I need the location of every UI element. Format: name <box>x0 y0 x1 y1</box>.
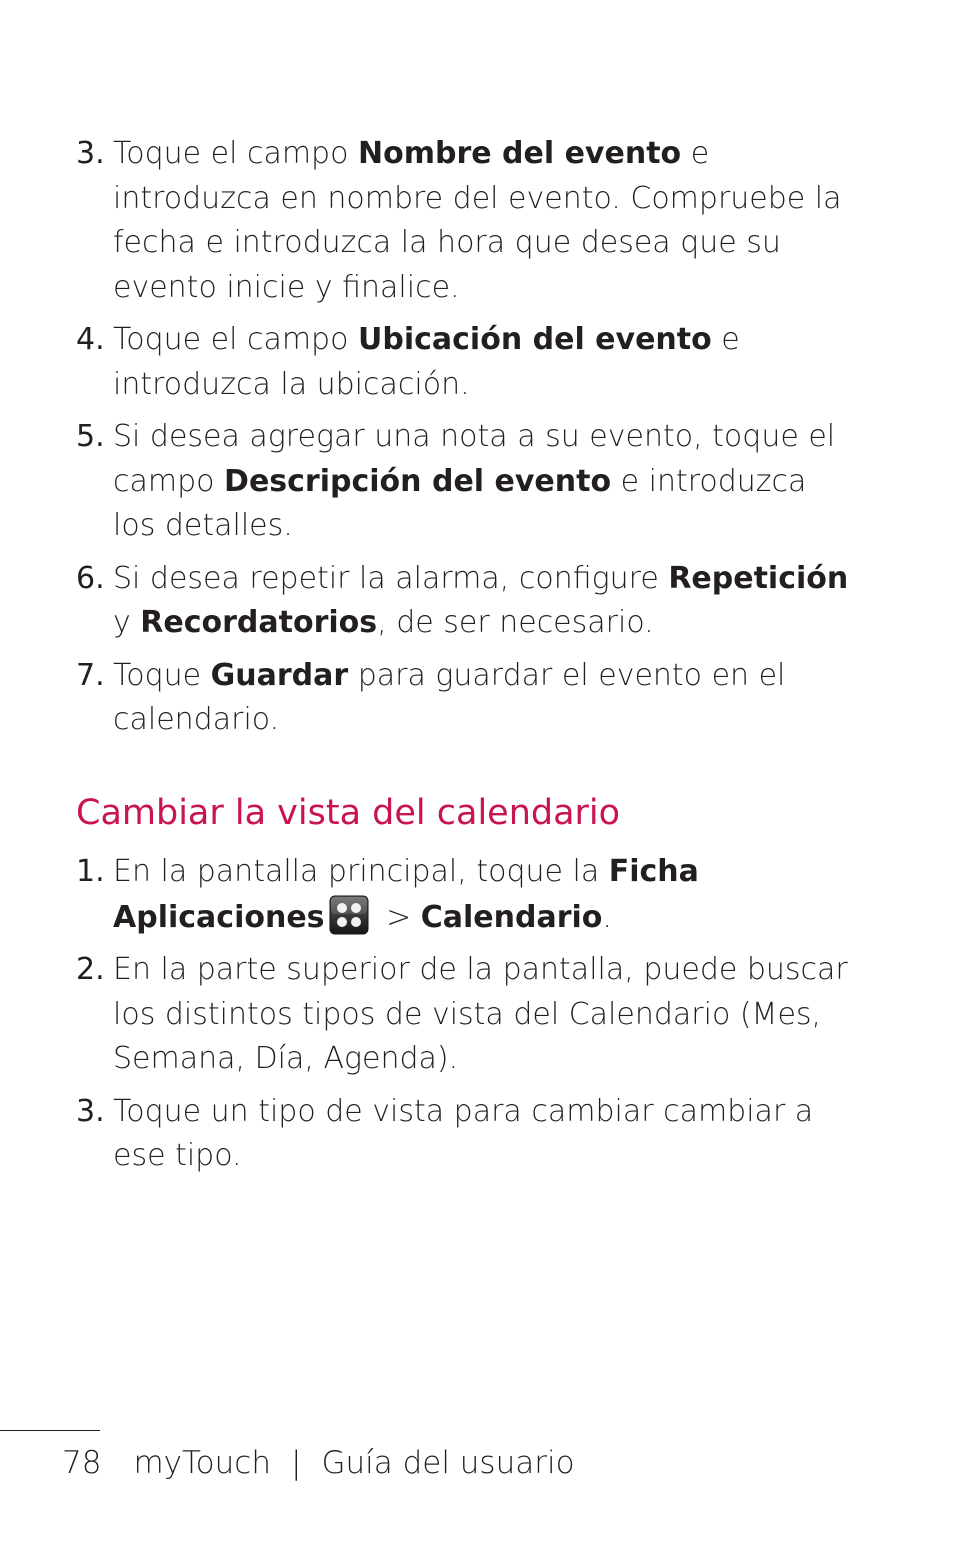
step-number: 3. <box>76 136 105 171</box>
step-text: e introduzca los detalles. <box>113 463 807 543</box>
step-text: Toque <box>113 657 211 693</box>
applications-tab-icon <box>329 895 369 935</box>
step-text: En la pantalla principal, toque la <box>113 854 609 889</box>
step-number: 4. <box>76 322 105 357</box>
step-bold-term: Calendario <box>420 899 603 935</box>
step-number: 7. <box>76 657 105 693</box>
list-item <box>0 948 853 1082</box>
step-bold-term: Ficha Aplicaciones <box>113 854 699 935</box>
step-bold-term: Nombre del evento <box>358 136 682 171</box>
step-text: Si desea agregar una nota a su evento, toque el campo <box>113 419 836 499</box>
list-item <box>0 318 853 407</box>
step-text: Toque un tipo de vista para cambiar cambiar a ese tipo. <box>113 1093 814 1173</box>
event-steps-list <box>0 132 954 751</box>
step-number: 5. <box>76 419 105 454</box>
list-item <box>0 1090 853 1179</box>
step-bold-term: Recordatorios <box>140 605 378 640</box>
step-text: e introduzca en nombre del evento. Compruebe la fecha e introduzca la hora que desea que su evento inicie y finalice. <box>113 136 842 305</box>
list-item <box>0 415 853 549</box>
page-number: 78 <box>62 1445 102 1481</box>
step-bold-term: Guardar <box>210 657 349 693</box>
page-footer <box>62 1440 575 1486</box>
footer-rule <box>0 1430 100 1431</box>
step-number: 2. <box>76 952 105 987</box>
step-text: Si desea repetir la alarma, configure <box>113 560 669 596</box>
list-item <box>0 850 853 940</box>
step-number: 1. <box>76 854 105 889</box>
section-heading: Cambiar la vista del calendario <box>76 793 621 833</box>
list-item <box>0 557 853 646</box>
step-text: . <box>602 899 612 935</box>
list-item <box>0 132 853 310</box>
list-item <box>0 654 853 743</box>
guide-title: Guía del usuario <box>321 1445 575 1481</box>
step-text: Toque el campo <box>113 322 358 357</box>
step-text: y <box>113 605 141 640</box>
step-text: En la parte superior de la pantalla, puede buscar los distintos tipos de vista del Calendario (Mes, Semana, Día, Agenda). <box>113 952 848 1076</box>
step-text: , de ser necesario. <box>377 605 654 640</box>
step-bold-term: Repetición <box>668 560 849 596</box>
step-bold-term: Descripción del evento <box>224 463 612 499</box>
step-text: Toque el campo <box>113 136 358 171</box>
step-bold-term: Ubicación del evento <box>358 322 712 357</box>
step-text: > <box>376 899 421 935</box>
footer-separator: | <box>290 1445 302 1481</box>
step-text: e introduzca la ubicación. <box>113 322 740 402</box>
step-number: 3. <box>76 1093 105 1129</box>
step-number: 6. <box>76 560 105 596</box>
step-text: para guardar el evento en el calendario. <box>113 657 786 737</box>
product-name: myTouch <box>133 1445 271 1481</box>
calendar-view-steps-list <box>0 850 954 1187</box>
